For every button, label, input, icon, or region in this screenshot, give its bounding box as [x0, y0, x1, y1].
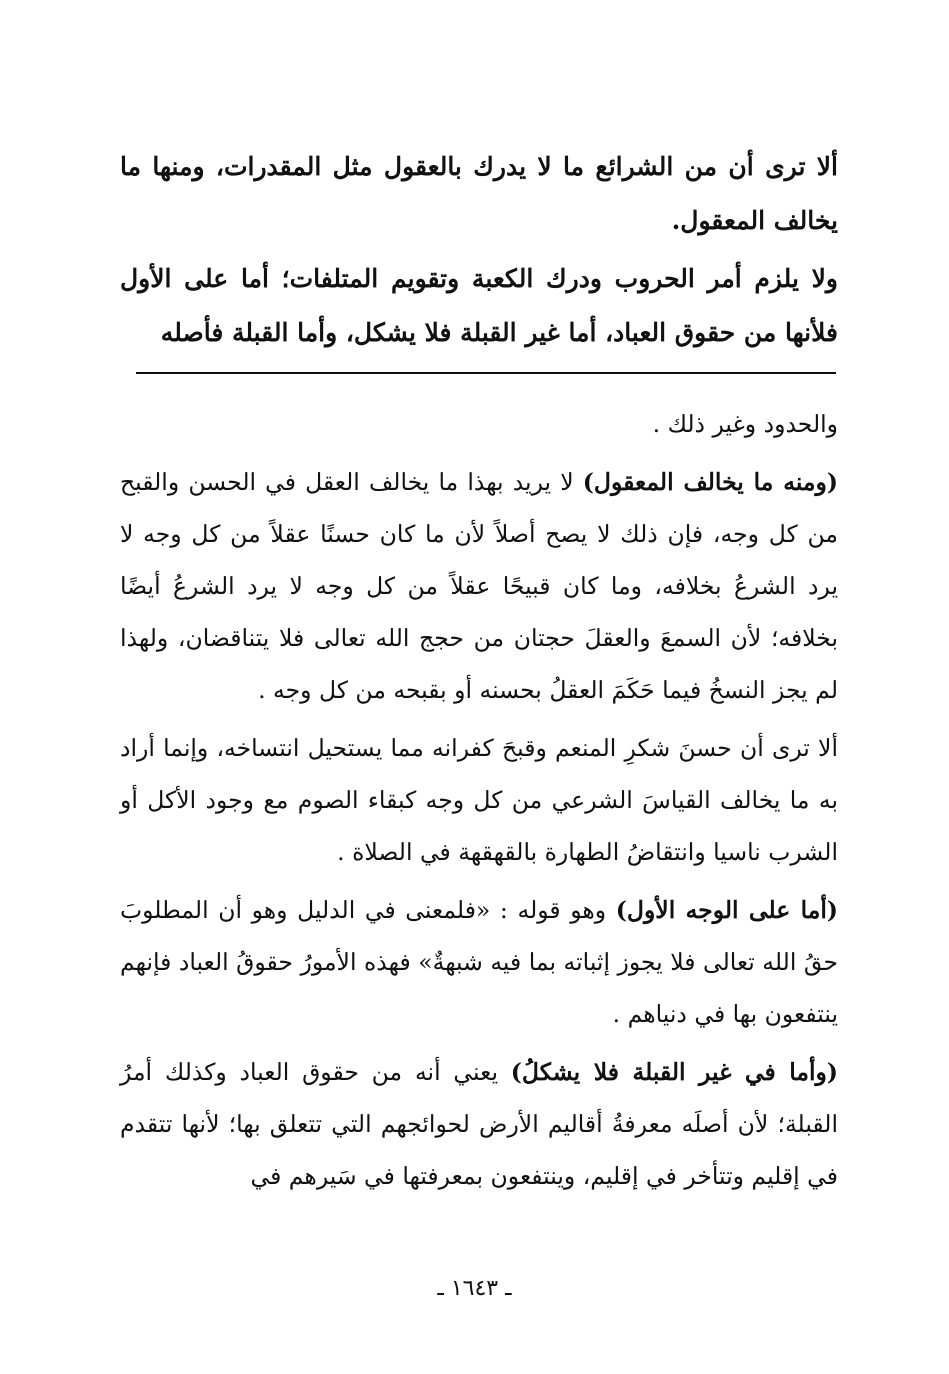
- quoted-lemma: (ومنه ما يخالف المعقول): [582, 468, 838, 496]
- quoted-lemma: (أما على الوجه الأول): [615, 896, 839, 924]
- main-text: [120, 140, 838, 364]
- commentary-paragraph-1: والحدود وغير ذلك .: [652, 410, 838, 438]
- commentary-paragraph-3: ألا ترى أن حسنَ شكرِ المنعم وقبحَ كفرانه مما يستحيل انتساخه، وإنما أراد به ما يخالف القياسَ الشرعي من كل وجه كبقاء الصوم مع وجود الأكل أو الشرب ناسيا وانتقاضُ الطهارة بالقهقهة في الصلاة .: [120, 734, 838, 866]
- main-paragraph-2: ولا يلزم أمر الحروب ودرك الكعبة وتقويم المتلفات؛ أما على الأول فلأنها من حقوق العباد، أما غير القبلة فلا يشكل، وأما القبلة فأصله: [120, 264, 838, 347]
- commentary-body: لا يريد بهذا ما يخالف العقل في الحسن والقبح من كل وجه، فإن ذلك لا يصح أصلاً لأن ما كان حسنًا عقلاً من كل وجه لا يرد الشرعُ بخلافه، وما كان قبيحًا عقلاً من كل وجه لا يرد الشرعُ أيضًا بخلافه؛ لأن السمعَ والعقلَ حجتان من حجج الله تعالى فلا يتناقضان، ولهذا لم يجز النسخُ فيما حَكَمَ العقلُ بحسنه أو بقبحه من كل وجه .: [120, 468, 838, 704]
- commentary-paragraph-2: [120, 456, 838, 716]
- main-paragraph-1: ألا ترى أن من الشرائع ما لا يدرك بالعقول مثل المقدرات، ومنها ما يخالف المعقول.: [120, 152, 838, 235]
- commentary-body: وهو قوله : «فلمعنى في الدليل وهو أن المطلوبَ حقُ الله تعالى فلا يجوز إثباته بما فيه شبهةٌ» فهذه الأمورُ حقوقُ العباد فإنهم ينتفعون بها في دنياهم .: [120, 896, 838, 1028]
- page-number: ـ ١٦٤٣ ـ: [437, 1276, 512, 1301]
- commentary-body: يعني أنه من حقوق العباد وكذلك أمرُ القبلة؛ لأن أصلَه معرفةُ أقاليم الأرض لحوائجهم التي تتعلق بها؛ لأنها تتقدم في إقليم وتتأخر في إقليم، وينتفعون بمعرفتها في سَيرهم في: [120, 1058, 838, 1190]
- quoted-lemma: (وأما في غير القبلة فلا يشكلُ): [510, 1058, 838, 1086]
- footnote-divider: [136, 372, 836, 374]
- commentary-paragraph-4: [120, 884, 838, 1040]
- commentary-text: [120, 398, 838, 1208]
- commentary-paragraph-5: [120, 1046, 838, 1202]
